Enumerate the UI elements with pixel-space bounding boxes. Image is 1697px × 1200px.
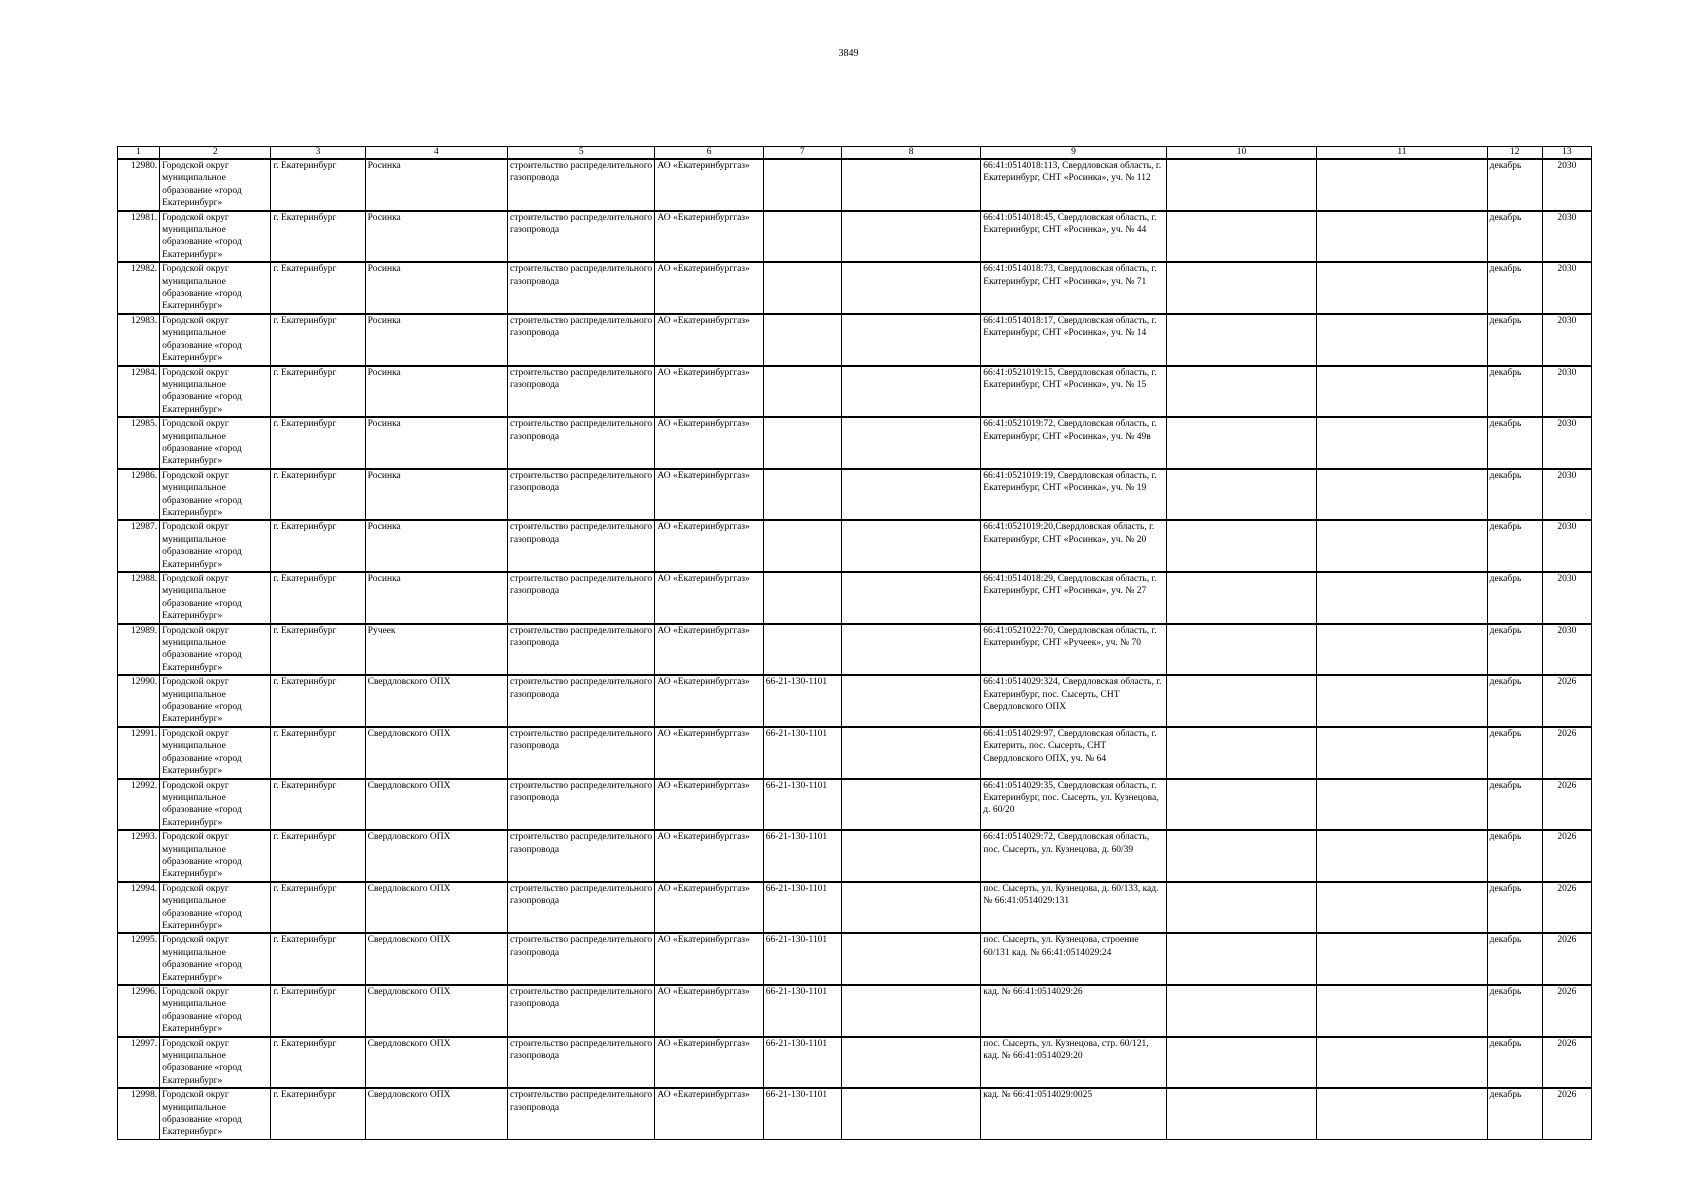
deadline-year-cell: 2030 [1542,520,1591,572]
column-8-cell [841,469,980,521]
settlement-cell: Росинка [365,314,507,366]
column-11-cell [1317,830,1487,882]
municipality-cell: Городской округ муниципальное образование «город Екатеринбург» [160,779,271,831]
column-header: 9 [981,147,1167,160]
code-cell: 66-21-130-1101 [763,779,841,831]
organization-cell: АО «Екатеринбурггаз» [655,882,763,934]
row-number: 12992. [118,779,160,831]
table-row [118,520,1592,572]
deadline-year-cell: 2026 [1542,675,1591,727]
column-10-cell [1166,624,1316,676]
column-11-cell [1317,159,1487,211]
row-number: 12995. [118,933,160,985]
row-number: 12997. [118,1037,160,1089]
organization-cell: АО «Екатеринбурггаз» [655,159,763,211]
column-10-cell [1166,779,1316,831]
column-10-cell [1166,933,1316,985]
deadline-month-cell: декабрь [1487,882,1542,934]
code-cell [763,262,841,314]
column-8-cell [841,1037,980,1089]
settlement-cell: Росинка [365,417,507,469]
deadline-month-cell: декабрь [1487,933,1542,985]
settlement-cell: Росинка [365,572,507,624]
settlement-cell: Росинка [365,211,507,263]
column-10-cell [1166,572,1316,624]
row-number: 12981. [118,211,160,263]
column-10-cell [1166,211,1316,263]
deadline-month-cell: декабрь [1487,262,1542,314]
work-type-cell: строительство распределительного газопровода [508,727,655,779]
deadline-year-cell: 2030 [1542,211,1591,263]
city-cell: г. Екатеринбург [271,314,365,366]
address-cell: 66:41:0514029:97, Свердловская область, г. Екатерить, пос. Сысерть, СНТ Свердловского ОПХ, уч. № 64 [981,727,1167,779]
deadline-month-cell: декабрь [1487,366,1542,418]
table-row [118,159,1592,211]
city-cell: г. Екатеринбург [271,211,365,263]
municipality-cell: Городской округ муниципальное образование «город Екатеринбург» [160,624,271,676]
address-cell: кад. № 66:41:0514029:0025 [981,1088,1167,1139]
table-row [118,675,1592,727]
column-8-cell [841,211,980,263]
row-number: 12986. [118,469,160,521]
address-cell: 66:41:0514018:29, Свердловская область, г. Екатеринбург, СНТ «Росинка», уч. № 27 [981,572,1167,624]
table-row [118,882,1592,934]
organization-cell: АО «Екатеринбурггаз» [655,727,763,779]
organization-cell: АО «Екатеринбурггаз» [655,985,763,1037]
deadline-month-cell: декабрь [1487,727,1542,779]
row-number: 12987. [118,520,160,572]
organization-cell: АО «Екатеринбурггаз» [655,572,763,624]
code-cell [763,211,841,263]
column-header: 2 [160,147,271,160]
column-11-cell [1317,624,1487,676]
deadline-month-cell: декабрь [1487,159,1542,211]
row-number: 12996. [118,985,160,1037]
column-11-cell [1317,1037,1487,1089]
column-11-cell [1317,469,1487,521]
address-cell: 66:41:0514018:45, Свердловская область, г. Екатеринбург, СНТ «Росинка», уч. № 44 [981,211,1167,263]
municipality-cell: Городской округ муниципальное образование «город Екатеринбург» [160,211,271,263]
column-10-cell [1166,1037,1316,1089]
header-row [118,147,1592,160]
column-8-cell [841,624,980,676]
municipality-cell: Городской округ муниципальное образование «город Екатеринбург» [160,882,271,934]
settlement-cell: Росинка [365,469,507,521]
work-type-cell: строительство распределительного газопровода [508,211,655,263]
work-type-cell: строительство распределительного газопровода [508,882,655,934]
deadline-month-cell: декабрь [1487,572,1542,624]
deadline-year-cell: 2026 [1542,985,1591,1037]
organization-cell: АО «Екатеринбурггаз» [655,1037,763,1089]
column-11-cell [1317,314,1487,366]
table-row [118,572,1592,624]
code-cell: 66-21-130-1101 [763,933,841,985]
organization-cell: АО «Екатеринбурггаз» [655,1088,763,1139]
column-11-cell [1317,882,1487,934]
organization-cell: АО «Екатеринбурггаз» [655,314,763,366]
column-11-cell [1317,211,1487,263]
row-number: 12983. [118,314,160,366]
city-cell: г. Екатеринбург [271,830,365,882]
table-row [118,933,1592,985]
table-row [118,211,1592,263]
row-number: 12991. [118,727,160,779]
deadline-year-cell: 2026 [1542,933,1591,985]
column-8-cell [841,572,980,624]
code-cell: 66-21-130-1101 [763,1088,841,1139]
deadline-year-cell: 2030 [1542,314,1591,366]
work-type-cell: строительство распределительного газопровода [508,830,655,882]
city-cell: г. Екатеринбург [271,1088,365,1139]
deadline-month-cell: декабрь [1487,469,1542,521]
address-cell: пос. Сысерть, ул. Кузнецова, стр. 60/121, кад. № 66:41:0514029:20 [981,1037,1167,1089]
settlement-cell: Свердловского ОПХ [365,675,507,727]
municipality-cell: Городской округ муниципальное образование «город Екатеринбург» [160,159,271,211]
column-8-cell [841,882,980,934]
deadline-month-cell: декабрь [1487,1037,1542,1089]
deadline-year-cell: 2030 [1542,159,1591,211]
column-11-cell [1317,366,1487,418]
municipality-cell: Городской округ муниципальное образование «город Екатеринбург» [160,366,271,418]
table-row [118,469,1592,521]
settlement-cell: Свердловского ОПХ [365,779,507,831]
column-10-cell [1166,417,1316,469]
deadline-year-cell: 2030 [1542,262,1591,314]
municipality-cell: Городской округ муниципальное образование «город Екатеринбург» [160,985,271,1037]
work-type-cell: строительство распределительного газопровода [508,624,655,676]
address-cell: 66:41:0521019:72, Свердловская область, г. Екатеринбург, СНТ «Росинка», уч. № 49в [981,417,1167,469]
settlement-cell: Росинка [365,520,507,572]
organization-cell: АО «Екатеринбурггаз» [655,624,763,676]
code-cell: 66-21-130-1101 [763,985,841,1037]
column-10-cell [1166,159,1316,211]
column-11-cell [1317,985,1487,1037]
work-type-cell: строительство распределительного газопровода [508,159,655,211]
address-cell: пос. Сысерть, ул. Кузнецова, д. 60/133, кад. № 66:41:0514029:131 [981,882,1167,934]
column-11-cell [1317,727,1487,779]
deadline-year-cell: 2026 [1542,1088,1591,1139]
row-number: 12980. [118,159,160,211]
row-number: 12994. [118,882,160,934]
deadline-year-cell: 2026 [1542,779,1591,831]
column-8-cell [841,314,980,366]
column-8-cell [841,830,980,882]
column-8-cell [841,417,980,469]
address-cell: 66:41:0514018:113, Свердловская область, г. Екатеринбург, СНТ «Росинка», уч. № 112 [981,159,1167,211]
column-header: 3 [271,147,365,160]
column-11-cell [1317,1088,1487,1139]
column-11-cell [1317,520,1487,572]
deadline-month-cell: декабрь [1487,830,1542,882]
column-8-cell [841,366,980,418]
deadline-year-cell: 2030 [1542,469,1591,521]
column-10-cell [1166,675,1316,727]
table-row [118,985,1592,1037]
organization-cell: АО «Екатеринбурггаз» [655,262,763,314]
code-cell [763,624,841,676]
work-type-cell: строительство распределительного газопровода [508,933,655,985]
organization-cell: АО «Екатеринбурггаз» [655,211,763,263]
municipality-cell: Городской округ муниципальное образование «город Екатеринбург» [160,675,271,727]
row-number: 12989. [118,624,160,676]
column-10-cell [1166,262,1316,314]
organization-cell: АО «Екатеринбурггаз» [655,675,763,727]
work-type-cell: строительство распределительного газопровода [508,1088,655,1139]
column-8-cell [841,727,980,779]
column-11-cell [1317,262,1487,314]
deadline-month-cell: декабрь [1487,779,1542,831]
municipality-cell: Городской округ муниципальное образование «город Екатеринбург» [160,830,271,882]
deadline-month-cell: декабрь [1487,211,1542,263]
column-8-cell [841,779,980,831]
column-header: 7 [763,147,841,160]
column-10-cell [1166,882,1316,934]
settlement-cell: Росинка [365,366,507,418]
table-body [118,159,1592,1139]
deadline-month-cell: декабрь [1487,624,1542,676]
address-cell: 66:41:0514029:72, Свердловская область, пос. Сысерть, ул. Кузнецова, д. 60/39 [981,830,1167,882]
settlement-cell: Свердловского ОПХ [365,830,507,882]
organization-cell: АО «Екатеринбурггаз» [655,933,763,985]
code-cell: 66-21-130-1101 [763,882,841,934]
deadline-year-cell: 2026 [1542,830,1591,882]
column-11-cell [1317,417,1487,469]
table-row [118,366,1592,418]
organization-cell: АО «Екатеринбурггаз» [655,469,763,521]
code-cell [763,469,841,521]
column-header: 4 [365,147,507,160]
deadline-month-cell: декабрь [1487,520,1542,572]
column-header: 8 [841,147,980,160]
table-row [118,417,1592,469]
city-cell: г. Екатеринбург [271,366,365,418]
column-header: 13 [1542,147,1591,160]
settlement-cell: Росинка [365,262,507,314]
column-header: 1 [118,147,160,160]
deadline-month-cell: декабрь [1487,417,1542,469]
organization-cell: АО «Екатеринбурггаз» [655,830,763,882]
organization-cell: АО «Екатеринбурггаз» [655,417,763,469]
address-cell: 66:41:0514029:324, Свердловская область, г. Екатеринбург, пос. Сысерть, СНТ Свердловского ОПХ [981,675,1167,727]
settlement-cell: Ручеек [365,624,507,676]
column-10-cell [1166,727,1316,779]
city-cell: г. Екатеринбург [271,159,365,211]
column-8-cell [841,675,980,727]
work-type-cell: строительство распределительного газопровода [508,572,655,624]
registry-table [117,146,1592,1140]
table-row [118,1088,1592,1139]
table-row [118,830,1592,882]
table-row [118,1037,1592,1089]
city-cell: г. Екатеринбург [271,520,365,572]
city-cell: г. Екатеринбург [271,469,365,521]
deadline-year-cell: 2026 [1542,882,1591,934]
deadline-year-cell: 2030 [1542,366,1591,418]
city-cell: г. Екатеринбург [271,624,365,676]
city-cell: г. Екатеринбург [271,675,365,727]
settlement-cell: Свердловского ОПХ [365,1037,507,1089]
column-8-cell [841,985,980,1037]
table-row [118,779,1592,831]
column-8-cell [841,262,980,314]
work-type-cell: строительство распределительного газопровода [508,262,655,314]
column-header: 6 [655,147,763,160]
municipality-cell: Городской округ муниципальное образование «город Екатеринбург» [160,469,271,521]
address-cell: 66:41:0514018:17, Свердловская область, г. Екатеринбург, СНТ «Росинка», уч. № 14 [981,314,1167,366]
column-10-cell [1166,985,1316,1037]
address-cell: 66:41:0514018:73, Свердловская область, г. Екатеринбург, СНТ «Росинка», уч. № 71 [981,262,1167,314]
organization-cell: АО «Екатеринбурггаз» [655,520,763,572]
column-10-cell [1166,1088,1316,1139]
column-11-cell [1317,572,1487,624]
organization-cell: АО «Екатеринбурггаз» [655,366,763,418]
deadline-month-cell: декабрь [1487,675,1542,727]
city-cell: г. Екатеринбург [271,779,365,831]
municipality-cell: Городской округ муниципальное образование «город Екатеринбург» [160,933,271,985]
municipality-cell: Городской округ муниципальное образование «город Екатеринбург» [160,1037,271,1089]
city-cell: г. Екатеринбург [271,572,365,624]
deadline-month-cell: декабрь [1487,1088,1542,1139]
column-10-cell [1166,314,1316,366]
settlement-cell: Росинка [365,159,507,211]
city-cell: г. Екатеринбург [271,727,365,779]
settlement-cell: Свердловского ОПХ [365,882,507,934]
work-type-cell: строительство распределительного газопровода [508,366,655,418]
work-type-cell: строительство распределительного газопровода [508,520,655,572]
code-cell [763,417,841,469]
settlement-cell: Свердловского ОПХ [365,985,507,1037]
deadline-month-cell: декабрь [1487,314,1542,366]
city-cell: г. Екатеринбург [271,985,365,1037]
code-cell: 66-21-130-1101 [763,830,841,882]
municipality-cell: Городской округ муниципальное образование «город Екатеринбург» [160,727,271,779]
address-cell: кад. № 66:41:0514029:26 [981,985,1167,1037]
row-number: 12985. [118,417,160,469]
row-number: 12982. [118,262,160,314]
column-header: 12 [1487,147,1542,160]
code-cell [763,366,841,418]
work-type-cell: строительство распределительного газопровода [508,779,655,831]
table-row [118,314,1592,366]
city-cell: г. Екатеринбург [271,417,365,469]
deadline-year-cell: 2030 [1542,624,1591,676]
column-header: 5 [508,147,655,160]
settlement-cell: Свердловского ОПХ [365,1088,507,1139]
deadline-month-cell: декабрь [1487,985,1542,1037]
page-number: 3849 [838,48,859,59]
address-cell: 66:41:0521022:70, Свердловская область, г. Екатеринбург, СНТ «Ручеек», уч. № 70 [981,624,1167,676]
code-cell [763,314,841,366]
city-cell: г. Екатеринбург [271,933,365,985]
code-cell [763,520,841,572]
work-type-cell: строительство распределительного газопровода [508,469,655,521]
deadline-year-cell: 2026 [1542,727,1591,779]
address-cell: 66:41:0514029:35, Свердловская область, г. Екатеринбург, пос. Сысерть, ул. Кузнецова, д. 60/20 [981,779,1167,831]
work-type-cell: строительство распределительного газопровода [508,314,655,366]
deadline-year-cell: 2026 [1542,1037,1591,1089]
column-10-cell [1166,830,1316,882]
deadline-year-cell: 2030 [1542,417,1591,469]
column-8-cell [841,159,980,211]
address-cell: пос. Сысерть, ул. Кузнецова, строение 60/131 кад. № 66:41:0514029:24 [981,933,1167,985]
column-11-cell [1317,675,1487,727]
row-number: 12988. [118,572,160,624]
column-header: 10 [1166,147,1316,160]
column-header: 11 [1317,147,1487,160]
work-type-cell: строительство распределительного газопровода [508,675,655,727]
municipality-cell: Городской округ муниципальное образование «город Екатеринбург» [160,1088,271,1139]
row-number: 12990. [118,675,160,727]
table-row [118,727,1592,779]
table-row [118,624,1592,676]
settlement-cell: Свердловского ОПХ [365,727,507,779]
column-10-cell [1166,469,1316,521]
row-number: 12984. [118,366,160,418]
municipality-cell: Городской округ муниципальное образование «город Екатеринбург» [160,314,271,366]
table-row [118,262,1592,314]
code-cell: 66-21-130-1101 [763,675,841,727]
column-10-cell [1166,520,1316,572]
column-8-cell [841,520,980,572]
row-number: 12998. [118,1088,160,1139]
municipality-cell: Городской округ муниципальное образование «город Екатеринбург» [160,262,271,314]
address-cell: 66:41:0521019:19, Свердловская область, г. Екатеринбург, СНТ «Росинка», уч. № 19 [981,469,1167,521]
column-8-cell [841,933,980,985]
column-11-cell [1317,933,1487,985]
column-8-cell [841,1088,980,1139]
code-cell: 66-21-130-1101 [763,1037,841,1089]
organization-cell: АО «Екатеринбурггаз» [655,779,763,831]
city-cell: г. Екатеринбург [271,262,365,314]
municipality-cell: Городской округ муниципальное образование «город Екатеринбург» [160,520,271,572]
work-type-cell: строительство распределительного газопровода [508,417,655,469]
municipality-cell: Городской округ муниципальное образование «город Екатеринбург» [160,572,271,624]
work-type-cell: строительство распределительного газопровода [508,1037,655,1089]
address-cell: 66:41:0521019:20,Свердловская область, г. Екатеринбург, СНТ «Росинка», уч. № 20 [981,520,1167,572]
city-cell: г. Екатеринбург [271,882,365,934]
work-type-cell: строительство распределительного газопровода [508,985,655,1037]
column-10-cell [1166,366,1316,418]
city-cell: г. Екатеринбург [271,1037,365,1089]
deadline-year-cell: 2030 [1542,572,1591,624]
column-11-cell [1317,779,1487,831]
settlement-cell: Свердловского ОПХ [365,933,507,985]
code-cell [763,159,841,211]
address-cell: 66:41:0521019:15, Свердловская область, г. Екатеринбург, СНТ «Росинка», уч. № 15 [981,366,1167,418]
code-cell [763,572,841,624]
row-number: 12993. [118,830,160,882]
municipality-cell: Городской округ муниципальное образование «город Екатеринбург» [160,417,271,469]
code-cell: 66-21-130-1101 [763,727,841,779]
